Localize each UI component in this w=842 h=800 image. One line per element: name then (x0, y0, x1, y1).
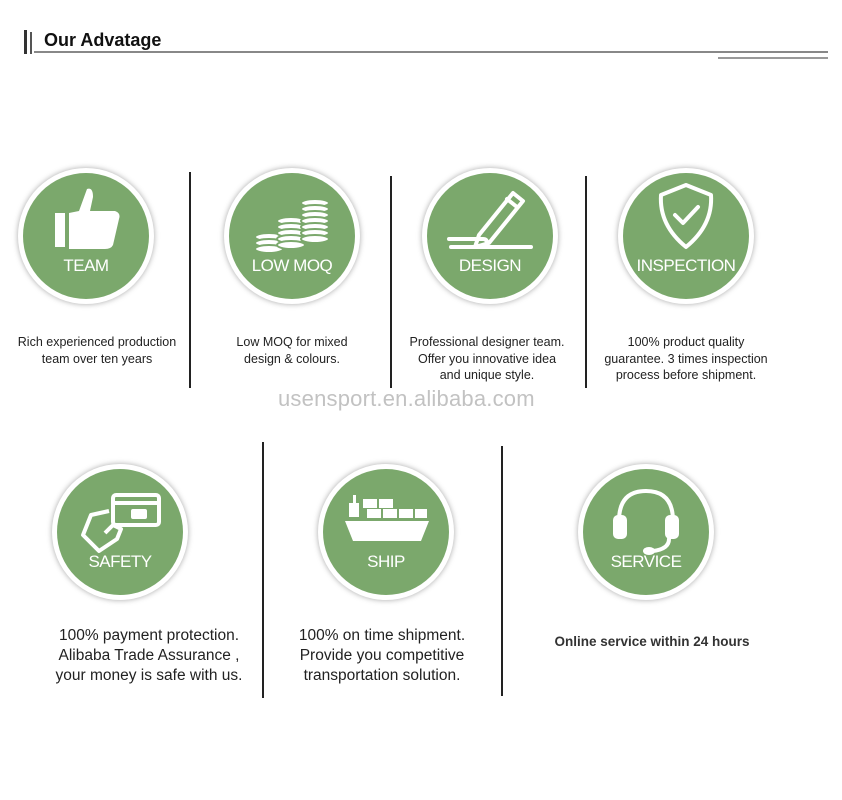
thumbs-up-icon (23, 173, 149, 299)
watermark-text: usensport.en.alibaba.com (278, 386, 535, 411)
team-badge (18, 168, 154, 304)
design-label: DESIGN (458, 256, 522, 275)
safety-description: 100% payment protection. Alibaba Trade Assurance , your money is safe with us. (55, 627, 243, 684)
headset-icon (583, 469, 709, 595)
shield-check-icon (623, 173, 749, 299)
header-accent-bar (24, 30, 27, 54)
inspection-label: INSPECTION (636, 256, 736, 275)
safety-label: SAFETY (88, 552, 152, 571)
cargo-ship-icon (323, 469, 449, 595)
inspection-badge (618, 168, 754, 304)
team-label: TEAM (63, 256, 109, 275)
design-description: Professional designer team. Offer you innovative idea and unique style. (409, 335, 565, 382)
team-description: Rich experienced production team over ten years (17, 335, 177, 366)
low-moq-badge (224, 168, 360, 304)
safety-badge (52, 464, 188, 600)
low-moq-label: LOW MOQ (251, 256, 333, 275)
column-divider (189, 172, 191, 388)
service-badge (578, 464, 714, 600)
header-divider (34, 51, 828, 53)
ship-description: 100% on time shipment. Provide you competitive transportation solution. (298, 627, 466, 684)
column-divider (501, 446, 503, 696)
column-divider (390, 176, 392, 388)
coin-stacks-icon (229, 173, 355, 299)
pen-icon (427, 173, 553, 299)
header-accent-bar-thin (30, 32, 32, 54)
card-payment-icon (57, 469, 183, 595)
design-badge (422, 168, 558, 304)
service-label: SERVICE (610, 552, 682, 571)
header-divider-short (718, 57, 828, 59)
section-title: Our Advatage (44, 30, 162, 50)
inspection-description: 100% product quality guarantee. 3 times inspection process before shipment. (604, 335, 768, 382)
low-moq-description: Low MOQ for mixed design & colours. (236, 335, 348, 366)
service-description: Online service within 24 hours (554, 634, 750, 649)
column-divider (585, 176, 587, 388)
ship-label: SHIP (367, 552, 405, 571)
ship-badge (318, 464, 454, 600)
